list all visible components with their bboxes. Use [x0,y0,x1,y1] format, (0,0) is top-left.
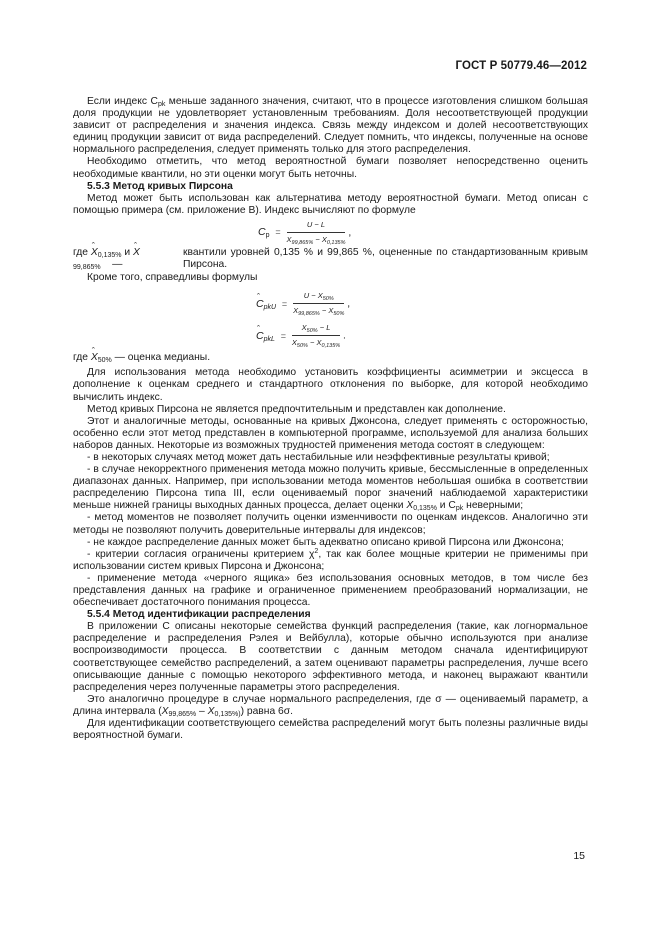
where-clause: где ˆ $X_{0,135\%}$ и ˆ $X_{99,865\%}$ — квантили уровней 0,135 % и 99,865 %, оцененные по стандартизованным кривым Пирсона. [73,247,588,271]
page-number: 15 [573,850,585,862]
list-item: - в случае некорректного применения метода можно получить кривые, бессмысленные в определенных диапазонах данных. Например, при использовании метода моментов небольшая ошибка в соответствии распределению Пирсона типа III, если оцениваемый порог значений наблюдаемой характеристики меньше нижней границы выходных данных процесса, делает оценки $X_{0,135\%}$ и $C_{pk}$ неверными; [73,464,588,513]
list-item: - критерии согласия ограничены критерием $\chi^2$, так как более мощные критерии не применимы при использовании систем кривых Пирсона и Джонсона; [73,547,588,572]
standard-header: ГОСТ Р 50779.46—2012 [455,60,587,72]
paragraph: Метод кривых Пирсона не является предпочтительным и представлен как дополнение. [87,403,506,415]
paragraph: В приложении С описаны некоторые семейства функций распределения (такие, как логнормальное распределение и распределения Рэлея и Вейбулла), которые обычно используются при анализе воспроизводимости процесса. В соответствии с данным методом сначала идентифицируют соответствующее семейство распределений, а затем оценивают параметры распределения, лучше всего описывающие данные с помощью некоторого эффективного метода, и наконец выражают квантили распределения через полученные параметры этого распределения. [73,621,588,693]
paragraph: Если индекс $C_{pk}$ меньше заданного значения, считают, что в процессе изготовления слишком большая доля продукции не удовлетворяет установленным требованиям. Доля несоответствующей продукции зависит от распределения и значения индекса. Связь между индексом и долей несоответствующих единиц продукции зависит от вида распределений. Следует помнить, что индексы, полученные на основе нормального распределения, следует применять только для этого распределения. [73,96,588,156]
paragraph: Необходимо отметить, что метод вероятностной бумаги позволяет непосредственно оценить необходимые квантили, но эти оценки могут быть неточны. [73,156,588,180]
paragraph: Этот и аналогичные методы, основанные на кривых Джонсона, следует применять с осторожностью, особенно если этот метод представлен в компьютерной программе, используемой для анализа больших наборов данных. Некоторые из возможных трудностей применения метода состоят в следующем: [73,415,588,451]
paragraph: Для идентификации соответствующего семейства распределений могут быть полезны различные виды вероятностной бумаги. [73,718,588,742]
list-item: - не каждое распределение данных может быть адекватно описано кривой Пирсона или Джонсона; [87,536,564,548]
formula-cp: $C_p$ = $\frac{U - L}{X_{99,865\%} - X_{0,135\%}}$ , [258,219,352,247]
section-heading-5-5-3: 5.5.3 Метод кривых Пирсона [87,180,233,192]
section-heading-5-5-4: 5.5.4 Метод идентификации распределения [87,609,311,621]
paragraph: Для использования метода необходимо установить коэффициенты асимметрии и эксцесса в дополнение к оценкам среднего и стандартного отклонения по выборке, для которой необходимо вычислить индекс. [73,367,588,403]
page-body [73,96,588,742]
list-item: - применение метода «черного ящика» без использования основных методов, в том числе без представления данных на графике и ограниченное применением преобразований нормализации, не обеспечивает достаточного понимания процесса. [73,572,588,609]
formula-cpkl: ˆ $C_{pkL}$ = $\frac{X_{50\%} - L}{X_{50\%} - X_{0,135\%}}$ . [73,318,588,352]
formula-cpku: ˆ $C_{pkU}$ = $\frac{U - X_{50\%}}{X_{99,865\%} - X_{50\%}}$ , [73,284,588,318]
list-item: - метод моментов не позволяет получить оценки изменчивости по оценкам индексов. Аналогично эти методы не позволяют получить доверительные интервалы для индексов; [73,512,588,536]
list-item: - в некоторых случаях метод может дать нестабильные или неэффективные результаты кривой; [87,451,550,463]
paragraph: Метод может быть использован как альтернатива методу вероятностной бумаги. Метод описан с помощью примера (см. приложение В). Индекс вычисляют по формуле [73,192,588,216]
paragraph: Это аналогично процедуре в случае нормального распределения, где σ — оцениваемый параметр, а длина интервала $(X_{99,865\%} - X_{0,135\%)})$ равна 6σ. [73,693,588,718]
where-median: где ˆ $X_{50\%}$ — оценка медианы. [73,352,588,364]
paragraph: Кроме того, справедливы формулы [87,272,258,284]
